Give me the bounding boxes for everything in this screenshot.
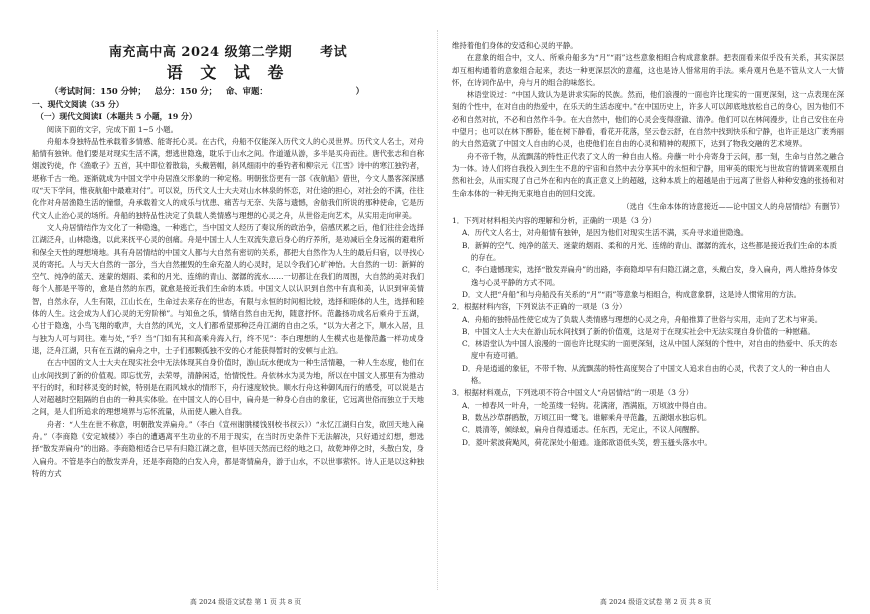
- setter-close: ）: [355, 86, 364, 96]
- question-option: A．一棹春风一叶舟，一纶茧缕一轻钩。花满渚，酒满瓯，万顷波中得自由。: [462, 400, 712, 410]
- column-divider: [437, 30, 438, 590]
- question-option: B．新鲜的空气、纯净的蓝天、迷蒙的烟雨、柔和的月光、连绵的青山、潺潺的流水，这些都是接近我们生命的本质的存在。: [462, 240, 837, 263]
- question-option: C．李白遗憾现实，选择“散发弄扁舟”的出路，李商隐却早有归隐江湖之意，头戴白发，身入扁舟，两人维持身体安逸与心灵平静的方式不同。: [462, 265, 838, 287]
- exam-meta: [32, 84, 424, 99]
- question-option: B．中国文人士大夫在游山玩水间找到了新的价值观，这是对于在现实社会中无法实现自身价值的一种慰藉。: [462, 326, 815, 336]
- question-option: D．舟是逍遥的象征，不带千物、从流飘荡的特性高度契合了中国文人追求自由的心灵，代表了文人的一种自由人格。: [462, 363, 831, 386]
- question-option: C．晨清等，倾绿蚁，扁舟自得逍遥志。任东西，无定止，不议人间醒醉。: [462, 425, 705, 435]
- section-heading: 一、现代文阅读（35 分）: [32, 100, 124, 109]
- left-column: [32, 99, 424, 480]
- page-footer-right: 高 2024 级语文试卷 第 2 页 共 8 页: [600, 598, 712, 606]
- page-footer-left: 高 2024 级语文试卷 第 1 页 共 8 页: [190, 598, 302, 606]
- passage-paragraph: 林语堂说过：“中国人致认为是讲求实际的民族。然而，他们浪漫的一面也许比现实的一面更深刻，这一点表现在深刻的个性中，在对自由的热爱中，在乐天的生活态度中。”在中国历史上，许多人可以卸底地放松自己的身心，因为他们不必和自然对抗，不必和自然作斗争。在大自然中，他们的心灵会变得澄澈、清净。他们可以在林间漫步，让自己安住在舟中望月；也可以在林下醉卧，能在树下静看，看花开花落，坚云卷云舒，在自然中找到快乐和宁静，也许正是这广袤秀丽的大自然造就了中国文人自由的心灵，也使他们在自由的心灵和精神的观照下，达到了物我交融的艺术境界。: [452, 90, 844, 149]
- setter-label: 命、审题：: [225, 86, 268, 96]
- question-option: A．历代文人名士，对舟船情有独钟，是因为他们对现实生活不满，买舟寻求道世隐逸。: [462, 228, 749, 238]
- passage-paragraph: 文人舟居情结作为文化了一种隐逸，一种逃亡，当中国文人经历了奏议所的政治争，倍感厌累之后，他们往往会选择江湖泛舟，山林隐逸，以此来抚平心灵的创痛。舟是中国士人人生双流失意后身心的疗养所，是劝减后全身远祸的避难所和保全天性的理想境地。具有舟居情结的中国文人都与大自然有密切的关系，都把大自然作为人生的最后归宿，以寻找心灵的寄托。人与天大自然的一部分，当大自然摧毁的生命充盈人的心灵时，足以令我们心旷神怡。大自然的一切：新鲜的空气、纯净的蓝天、迷蒙的烟雨、柔和的月光、连绵的青山、潺潺的流水……一切都让在我们的周围，大自然的美对我们每个人都是平等的，愈是自然的东西，就愈是接近我们生命的本质。中国文人以认识到自然中有真和美，认识到审美情智，自然永存，人生有限，江山长在，生命过去来存在的世态，有限与永恒的时间相比较，选择和睦体的人生，选择和睦体的人生。这会成为人们心灵的无穷阶梯”。与知鱼之乐，情绪自然自由无拘，随意抒怀。范蠡扬功成名后乘舟于五湖，心甘于隐逸，小鸟飞翔的歌声，大自然的风光，文人们都希望那种泛舟江湖的自由之乐，“以为大者之下，顺水入居，且与独为人可与同往。难与处，”乎？当“门如有其和高乘舟海入行，终不见”：李白理想的人生模式也是像范蠡一样功成身退，泛舟江湖，只有在五湖的扁舟之中，士子们那颗孤独不安的心才能获得暂时的安顿与止泊。: [32, 222, 424, 355]
- question-stem: 3．根据材料观点，下列选项不符合中国文人“舟居情结”的一项是（3 分）: [452, 388, 694, 398]
- question-3: [452, 387, 844, 448]
- question-option: A．舟船的独特品性使它成为了负载人类情感与理想的心灵之舟，舟船推算了世俗与实用，走向了艺术与审美。: [462, 314, 823, 324]
- question-option: B．数丛沙草群鸥散，万顷江田一鹭飞。谁解乘舟寻范蠡，五湖烟水独忘机。: [462, 412, 712, 422]
- passage-source: （选自《生命本体的诗意接近——论中国文人的舟居情结》有删节）: [622, 201, 844, 211]
- exam-time: （考试时间：150 分钟；: [50, 86, 146, 96]
- question-option: D．文人把“舟船”和与舟船没有关系的“月”“雨”等意象与相组合，构成意象群，这是诗人惯常用的方法。: [462, 289, 802, 299]
- passage-paragraph: 舟船本身独特品性承载着多情感、能寄托心灵。在古代，舟船不仅能深入历代文人的心灵世界。历代文人名士，对舟船情有独钟。他们要是对现实生活不满，想逃世隐逸，耽乐于山水之间。作道遁从游，多半是买舟而往。唐代张志和自称烟波钓徒，作《渔歌子》五首，其中即位着散翁，头戴箬帽，斜风细雨中的垂钓者和柳宗元《江雪》诗中的寒江独钓者，堪称千古一绝。逐渐就成为中国文学中舟居渔父形象的一种定格。明朝张岱更有一部《夜航船》借世，今文人墨客深深感叹“天下学问，惟夜航船中最难对付”。可以说，历代文人士大夫对山水林泉的怀恋，对仕途的担心，对社会的不满，往往化作对舟居渔隐生活的憧憬，舟承载着文人的成乐与忧患、痛苦与无奈、失落与遗憾，舍舫我们所说的那种使命，它是历代文人止治心灵的场所。舟船的独特品性决定了负载人类情感与理想的心灵之舟，从世俗走向艺术，从实用走向审美。: [32, 136, 424, 220]
- question-stem: 2．根据材料内容，下列说法不正确的一项是（3 分）: [452, 302, 627, 312]
- passage-paragraph: 舟不帝千物，从流飘荡的特性正代表了文人的一种自由人格。舟蘸一叶小舟寄身于云间，那一刻，生命与自然之融合为一体。诗人们将自我投入到生生不息的宇宙和自然中去分享其中的永恒和宁静，用审美的眼光与世故官的情调来观照自然和社会，从而实现了自己外在和内在的真正意义上的超越，这种本质上的超越是由于远离了世俗人种种安逸的张扬和对生命本体的一种无拘无束地自由的回归交流。: [452, 151, 844, 198]
- question-1: [452, 215, 844, 301]
- question-stem: 1．下列对材料相关内容的理解和分析，正确的一项是（3 分）: [452, 216, 656, 226]
- exam-title-type: 考试: [320, 45, 348, 60]
- passage-continuation: 维持着他们身体的安适和心灵的平静。: [452, 41, 578, 50]
- exam-subtitle: 语 文 试 卷: [166, 63, 290, 82]
- exam-header: [32, 44, 424, 99]
- total-score: 总分：150 分；: [154, 86, 217, 96]
- exam-title: [32, 44, 424, 62]
- question-2: [452, 301, 844, 387]
- question-option: C．林语堂认为中国人浪漫的一面也许比现实的一面更深刻，这从中国人深刻的个性中，对自由的热爱中、乐天的态度中有迹可循。: [462, 339, 838, 361]
- passage-paragraph: 在古中国的文人士大夫在现实社会中无法体现其自身价值时，游山玩水便成为一种生活情趣，一种人生态度，他们在山水间找到了新的价值观。即忘忧劳，去荣辱，清静闲适，怡情悦性。舟依林水为灵为地，所以在中国文人那里有为推动平行的时，和时移灵变的时候，特别是在雨风城水的情形下，舟行速度较快。顺水行舟这种御风而行的感受，可以说是古人对超越时空阻隔的自由的一种具实体验。在中国文人的心目中，扁舟是一种身心自由的象征，它远离世俗而独立于天地之间，是人们所追求的理想境界与忘怀流量，从而使人融入自我。: [32, 358, 424, 417]
- exam-title-school: 南充高中高 2024 级第二学期: [108, 45, 293, 60]
- subsection-heading: （一）现代文阅读Ⅰ（本题共 5 小题，19 分）: [36, 112, 197, 122]
- instructions: 阅读下面的文字，完成下面 1~5 小题。: [46, 124, 178, 134]
- question-option: D．菱叶萦波荷飐风，荷花深处小船通。逢郎欲语低头笑，碧玉搔头落水中。: [462, 437, 712, 447]
- right-column: [452, 40, 844, 449]
- passage-paragraph: 在意象的组合中，文人、所乘舟船多为“月”“雨”这些意象相组合构成意象群。把表面看来似乎没有关系，其实深层却互相构通着的意象组合起来，表达一种更深层次的意蕴，这也是诗人惜常用的手法。乘舟观月色是不管从文人一大情怀，在诗词作品中，舟与月的组合韵味悠长。: [452, 53, 844, 87]
- passage-paragraph: 舟者：“人生在世不称意，明朝散发弄扁舟。”（李白《宣州谢朓楼饯别校书叔云》）“永忆江湖归白发，欲回天地入扁舟。”（李商隐《安定城楼》）李白的遭遇离平生功业的不用于现实，在当时历史条件下无法解决，只好通过幻想，想选择“散发弄扁舟”的出路。李商隐相适合已早有归隐江湖之意，但毕回天然而已经的地之口，故乾坤停之时，头散白发，身入扁舟。不管是李白的散发弄舟，还是李商隐的白发入舟，都是寄情扁舟，游于山水，不以世事萦怀。诗人正是以这种独特的方式: [32, 419, 424, 478]
